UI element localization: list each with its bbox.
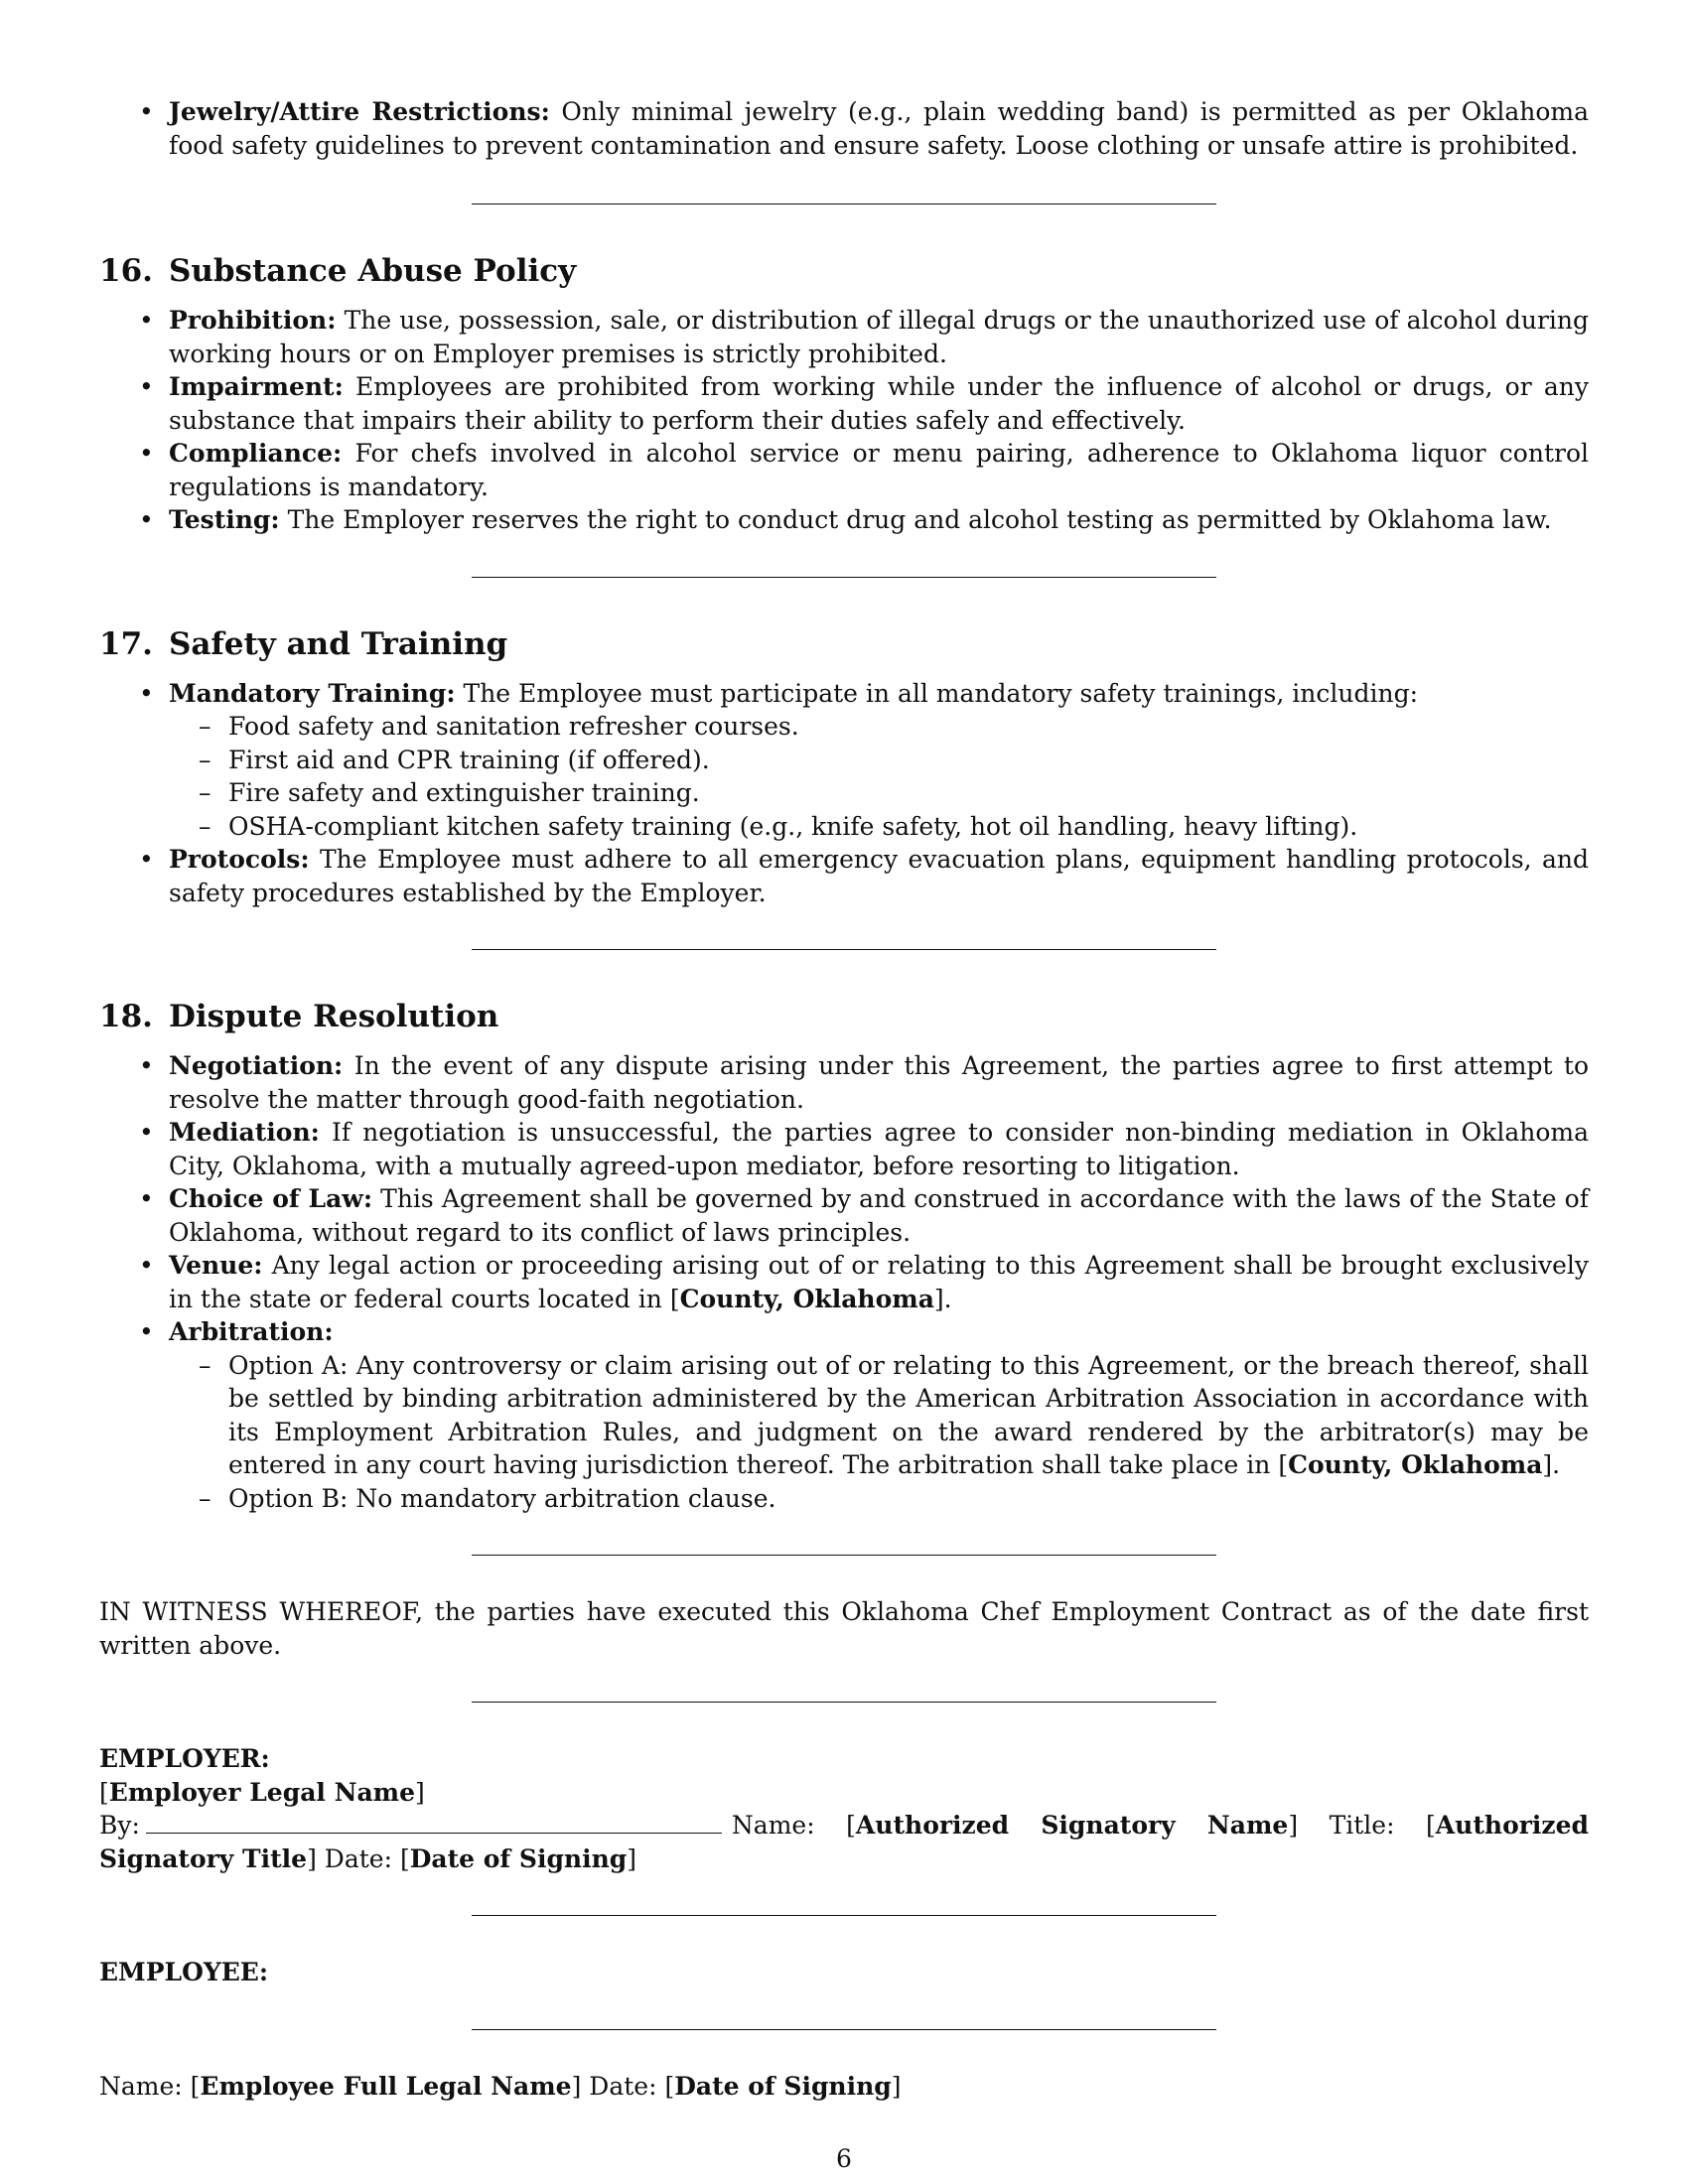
sub-item: – First aid and CPR training (if offered).	[228, 744, 1589, 777]
employer-legal-name: [Employer Legal Name]	[99, 1777, 425, 1807]
list-item: • Arbitration: – Option A: Any controversy or claim arising out of or relating to this Agreement, or the breach thereof, shall be settled by binding arbitration administered by the American Arbitration Association in accordance with its Employment Arbitration Rules, and judgment on the award rendered by the arbitrator(s) may be entered in any court having jurisdiction thereof. The arbitration shall take place in [County, Oklahoma]. – Option B: No mandatory arbitration clause.	[169, 1315, 1589, 1515]
page-number: 6	[836, 2144, 852, 2173]
employee-signature-block: Name: [Employee Full Legal Name] Date: [Date of Signing]	[99, 2071, 902, 2101]
venue-county-placeholder: County, Oklahoma	[679, 1284, 934, 1313]
list-item: • Testing: The Employer reserves the right to conduct drug and alcohol testing as permitted by Oklahoma law.	[169, 503, 1589, 537]
section-divider	[472, 2029, 1216, 2030]
list-item: • Protocols: The Employee must adhere to all emergency evacuation plans, equipment handling protocols, and safety procedures established by the Employer.	[169, 843, 1589, 909]
document-page	[99, 95, 1589, 2103]
item-text: Only minimal jewelry (e.g., plain wedding band) is permitted as per Oklahoma food safety guidelines to prevent contamination and ensure safety. Loose clothing or unsafe attire is prohibited.	[169, 97, 1590, 160]
section-17-list	[99, 677, 1589, 910]
section-16-list	[99, 304, 1589, 537]
section-divider	[472, 949, 1216, 950]
section-divider	[472, 1555, 1216, 1556]
witness-clause: IN WITNESS WHEREOF, the parties have executed this Oklahoma Chef Employment Contract as of the date first written above.	[99, 1597, 1589, 1660]
list-item: • Negotiation: In the event of any dispute arising under this Agreement, the parties agree to first attempt to resolve the matter through good-faith negotiation.	[169, 1049, 1589, 1116]
list-item: • Choice of Law: This Agreement shall be governed by and construed in accordance with the laws of the State of Oklahoma, without regard to its conflict of laws principles.	[169, 1182, 1589, 1249]
list-item: • Mandatory Training: The Employee must participate in all mandatory safety trainings, including: – Food safety and sanitation refresher courses. – First aid and CPR training (if offered). – Fire safety and extinguisher training. – OSHA-compliant kitchen safety training (e.g., knife safety, hot oil handling, heavy lifting).	[169, 677, 1589, 844]
section-divider	[472, 577, 1216, 578]
signature-line[interactable]	[146, 1811, 722, 1834]
section-divider	[472, 1702, 1216, 1703]
list-item: • Mediation: If negotiation is unsuccessful, the parties agree to consider non-binding mediation in Oklahoma City, Oklahoma, with a mutually agreed-upon mediator, before resorting to litigation.	[169, 1116, 1589, 1182]
sub-item: – Fire safety and extinguisher training.	[228, 776, 1589, 810]
option-b: – Option B: No mandatory arbitration clause.	[228, 1482, 1589, 1516]
section-17-heading: 17. Safety and Training	[99, 625, 508, 662]
list-item: • Compliance: For chefs involved in alcohol service or menu pairing, adherence to Oklahoma liquor control regulations is mandatory.	[169, 437, 1589, 503]
employer-heading: EMPLOYER:	[99, 1744, 270, 1773]
continuation-list	[99, 95, 1589, 162]
item-label: Jewelry/Attire Restrictions:	[169, 97, 550, 126]
sub-item: – Food safety and sanitation refresher courses.	[228, 710, 1589, 744]
arbitration-county-placeholder: County, Oklahoma	[1288, 1450, 1543, 1479]
employer-signature-block: By: Name: [Authorized Signatory Name] Title: [Authorized Signatory Title] Date: [Date of Signing]	[99, 1811, 1590, 1873]
section-divider	[472, 204, 1216, 205]
list-item: • Prohibition: The use, possession, sale, or distribution of illegal drugs or the unauthorized use of alcohol during working hours or on Employer premises is strictly prohibited.	[169, 304, 1589, 370]
list-item: • Venue: Any legal action or proceeding arising out of or relating to this Agreement shall be brought exclusively in the state or federal courts located in [County, Oklahoma].	[169, 1249, 1589, 1315]
sub-item: – OSHA-compliant kitchen safety training (e.g., knife safety, hot oil handling, heavy lifting).	[228, 810, 1589, 844]
section-18-heading: 18. Dispute Resolution	[99, 999, 499, 1034]
list-item: • Impairment: Employees are prohibited from working while under the influence of alcohol or drugs, or any substance that impairs their ability to perform their duties safely and effectively.	[169, 370, 1589, 437]
arbitration-options	[169, 1349, 1589, 1516]
section-divider	[472, 1915, 1216, 1916]
section-16-heading: 16. Substance Abuse Policy	[99, 253, 577, 289]
training-sublist	[169, 710, 1589, 843]
employee-heading: EMPLOYEE:	[99, 1958, 269, 1986]
option-a: – Option A: Any controversy or claim arising out of or relating to this Agreement, or the breach thereof, shall be settled by binding arbitration administered by the American Arbitration Association in accordance with its Employment Arbitration Rules, and judgment on the award rendered by the arbitrator(s) may be entered in any court having jurisdiction thereof. The arbitration shall take place in [County, Oklahoma].	[228, 1349, 1589, 1482]
list-item	[169, 95, 1589, 162]
section-18-list	[99, 1049, 1589, 1515]
